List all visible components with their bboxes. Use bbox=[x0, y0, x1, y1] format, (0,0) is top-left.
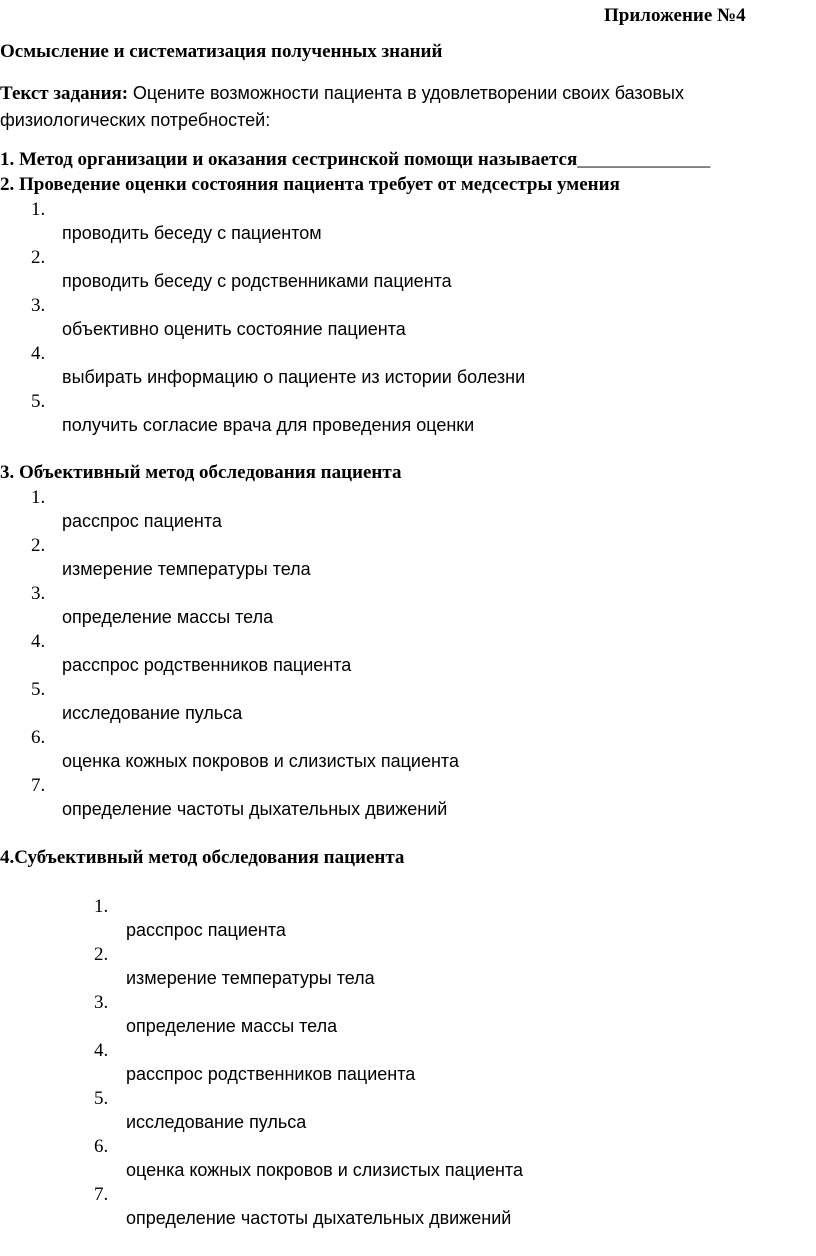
q3-option-4-number: 4. bbox=[31, 631, 46, 652]
q2-option-4-number: 4. bbox=[31, 343, 46, 364]
question-3-title: 3. Объективный метод обследования пациента bbox=[0, 462, 402, 483]
q4-option-1-text: расспрос пациента bbox=[126, 920, 286, 940]
q4-option-6-text: оценка кожных покровов и слизистых пациента bbox=[126, 1160, 523, 1180]
question-1-text: 1. Метод организации и оказания сестринской помощи называется bbox=[0, 149, 578, 170]
question-2-title: 2. Проведение оценки состояния пациента требует от медсестры умения bbox=[0, 174, 620, 195]
q3-option-5-number: 5. bbox=[31, 679, 46, 700]
q3-option-2-number: 2. bbox=[31, 535, 46, 556]
q2-option-2-number: 2. bbox=[31, 247, 46, 268]
q3-option-1-text: расспрос пациента bbox=[62, 511, 222, 531]
question-1 bbox=[0, 148, 710, 172]
q3-option-1-number: 1. bbox=[31, 487, 46, 508]
q3-option-5-text: исследование пульса bbox=[62, 703, 243, 723]
q3-option-6-number: 6. bbox=[31, 727, 46, 748]
task-label: Текст задания: bbox=[0, 83, 129, 104]
q2-option-4-text: выбирать информацию о пациенте из истории болезни bbox=[62, 367, 526, 387]
q3-option-6-text: оценка кожных покровов и слизистых пациента bbox=[62, 751, 459, 771]
task-text-line2: физиологических потребностей: bbox=[0, 110, 271, 130]
q2-option-2-text: проводить беседу с родственниками пациента bbox=[62, 271, 452, 291]
q4-option-2-text: измерение температуры тела bbox=[126, 968, 375, 988]
q2-option-5-text: получить согласие врача для проведения оценки bbox=[62, 415, 475, 435]
q3-option-4-text: расспрос родственников пациента bbox=[62, 655, 352, 675]
q2-option-3-number: 3. bbox=[31, 295, 46, 316]
question-4-title: 4.Субъективный метод обследования пациента bbox=[0, 847, 405, 868]
answer-blank: ______________ bbox=[577, 149, 711, 170]
appendix-label: Приложение №4 bbox=[604, 5, 746, 26]
q4-option-1-number: 1. bbox=[94, 896, 109, 917]
q4-option-2-number: 2. bbox=[94, 944, 109, 965]
q2-option-1-text: проводить беседу с пациентом bbox=[62, 223, 322, 243]
q4-option-7-text: определение частоты дыхательных движений bbox=[126, 1208, 512, 1228]
q4-option-3-number: 3. bbox=[94, 992, 109, 1013]
q3-option-7-text: определение частоты дыхательных движений bbox=[62, 799, 448, 819]
task-text-line1: Оцените возможности пациента в удовлетворении своих базовых bbox=[132, 83, 684, 103]
q3-option-7-number: 7. bbox=[31, 775, 46, 796]
task-line-1 bbox=[0, 81, 684, 106]
q4-option-6-number: 6. bbox=[94, 1136, 109, 1157]
q4-option-4-number: 4. bbox=[94, 1040, 109, 1061]
document-heading: Осмысление и систематизация полученных знаний bbox=[0, 41, 443, 62]
q4-option-4-text: расспрос родственников пациента bbox=[126, 1064, 416, 1084]
q4-option-5-text: исследование пульса bbox=[126, 1112, 307, 1132]
q4-option-7-number: 7. bbox=[94, 1184, 109, 1205]
q2-option-5-number: 5. bbox=[31, 391, 46, 412]
q2-option-3-text: объективно оценить состояние пациента bbox=[62, 319, 406, 339]
q4-option-5-number: 5. bbox=[94, 1088, 109, 1109]
q4-option-3-text: определение массы тела bbox=[126, 1016, 338, 1036]
q2-option-1-number: 1. bbox=[31, 199, 46, 220]
q3-option-3-number: 3. bbox=[31, 583, 46, 604]
q3-option-2-text: измерение температуры тела bbox=[62, 559, 311, 579]
q3-option-3-text: определение массы тела bbox=[62, 607, 274, 627]
